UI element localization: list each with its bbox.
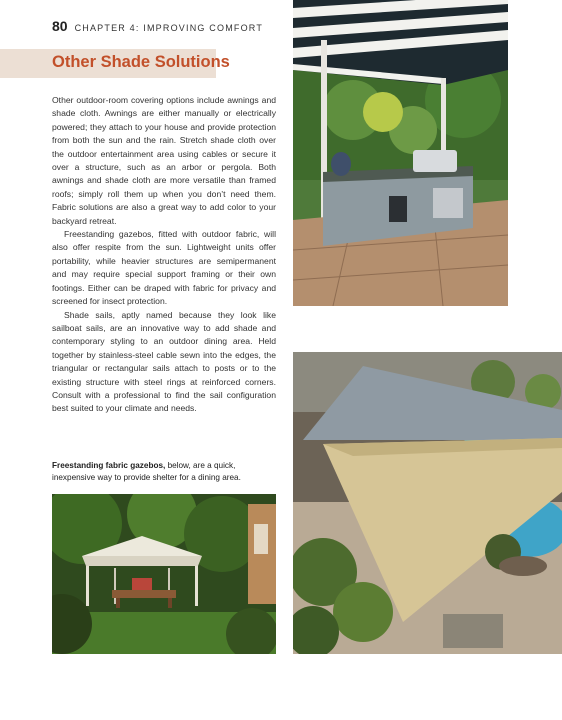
photo-caption [52, 460, 274, 484]
caption-text: below, are a quick, inexpensive way to provide shelter for a dining area. [52, 461, 241, 482]
body-text [52, 94, 276, 416]
shade-sails-photo [293, 352, 562, 654]
page-header [52, 18, 263, 34]
caption-lead: Freestanding fabric gazebos, [52, 461, 166, 470]
paragraph-awnings: Other outdoor-room covering options include awnings and shade cloth. Awnings are either manually or electrically powered; they attach to your house and provide protection from both the sun and the rain. Stretch shade cloth over the outdoor entertainment area using cables or secure it over a structure, such as an arbor or pergola. Both awnings and shade cloth are more versatile than framed roofs; simply roll them up when you don’t need them. Fabric solutions are also a great way to add color to your backyard retreat. [52, 95, 276, 226]
section-title: Other Shade Solutions [52, 53, 230, 71]
awning-photo [293, 0, 508, 306]
gazebo-photo [52, 494, 276, 654]
page-number: 80 [52, 18, 68, 34]
paragraph-gazebos: Freestanding gazebos, fitted with outdoor fabric, will also offer respite from the sun. Lightweight units offer portability, while heavier structures are semipermanent and may require special support framing or their own footings. Either can be draped with fabric for privacy and screened for insect protection. [52, 229, 276, 307]
paragraph-shade-sails: Shade sails, aptly named because they look like sailboat sails, are an innovative way to add shade and contemporary styling to an outdoor dining area. Held together by stainless-steel cable sewn into the edges, the triangular or rectangular sails attach to posts or to the existing structure with steel rings at reinforced corners. Consult with a professional to find the sail configuration best suited to your climate and needs. [52, 309, 276, 414]
chapter-title: CHAPTER 4: IMPROVING COMFORT [74, 23, 264, 33]
